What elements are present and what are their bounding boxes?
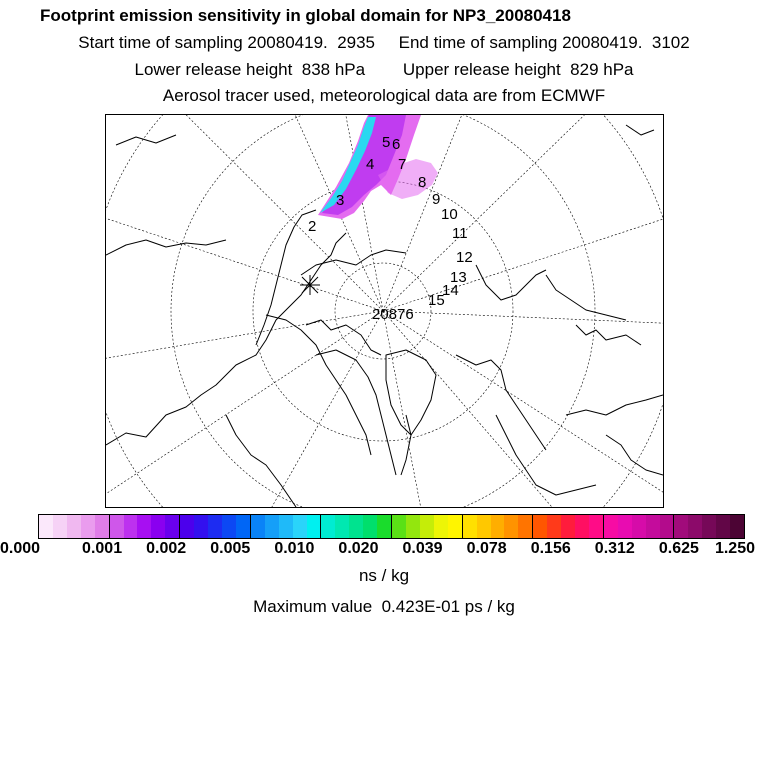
colorbar-tick-label: 0.001 [82,540,123,557]
traj-label-7: 7 [398,156,407,173]
colorbar-tick-label: 0.039 [402,540,443,557]
colorbar-tick-label: 1.250 [714,540,756,557]
colorbar-cell [251,515,265,538]
colorbar-cell [618,515,632,538]
colorbar-tick-label: 0.020 [338,540,379,557]
colorbar-cell [674,515,688,538]
colorbar-cell [151,515,165,538]
colorbar-tick-label: 0.625 [658,540,699,557]
colorbar-cell [702,515,716,538]
coast-baffin [401,415,411,475]
coast-top-1 [116,135,176,145]
colorbar-cell [406,515,420,538]
colorbar-cell [363,515,377,538]
colorbar-cell [137,515,151,538]
tracer-info: Aerosol tracer used, meteorological data are from ECMWF [162,86,606,105]
colorbar-cell [604,515,618,538]
maximum-value: Maximum value 0.423E-01 ps / kg [253,597,515,616]
colorbar-cell [180,515,194,538]
colorbar-tick-label: 0.078 [466,540,507,557]
traj-label-8: 8 [418,174,427,191]
colorbar-cell [561,515,575,538]
colorbar-cell [420,515,434,538]
colorbar-cell [448,515,463,538]
colorbar-cell [335,515,349,538]
traj-label-4: 4 [366,156,375,173]
sampling-times: Start time of sampling 20080419. 2935 End time of sampling 20080419. 3102 [78,33,690,52]
coast-canada-1 [266,315,371,455]
release-heights: Lower release height 838 hPa Upper release height 829 hPa [134,60,634,79]
colorbar-tick-label: 0.312 [594,540,635,557]
traj-label-20876: 20876 [372,306,414,323]
traj-label-10: 10 [441,206,458,223]
colorbar-cell [53,515,67,538]
colorbar-cell [236,515,251,538]
colorbar-cell [265,515,279,538]
colorbar-cell [477,515,491,538]
colorbar-cell [321,515,335,538]
traj-label-3: 3 [336,192,345,209]
colorbar-tick-label: 0.000 [0,540,41,557]
traj-label-5: 5 [382,134,391,151]
colorbar-cell [392,515,406,538]
coast-russia-north [476,265,546,300]
map-canvas [106,115,663,507]
traj-label-6: 6 [392,136,401,153]
colorbar-tick-label: 0.002 [146,540,187,557]
colorbar-cell [307,515,322,538]
colorbar-cell [279,515,293,538]
colorbar-cell [95,515,110,538]
coast-europe-3 [566,395,663,415]
colorbar-tick-label: 0.010 [274,540,315,557]
colorbar-cell [110,515,124,538]
traj-label-15: 15 [428,292,445,309]
colorbar-cell [434,515,448,538]
colorbar-units: ns / kg [358,566,410,585]
colorbar-cell [194,515,208,538]
colorbar-cell [39,515,53,538]
colorbar-cell [222,515,236,538]
traj-label-9: 9 [432,191,441,208]
coast-alaska [226,415,296,507]
colorbar-cell [632,515,646,538]
colorbar [38,514,745,539]
coast-east-1 [576,325,641,345]
map-title: Footprint emission sensitivity in global domain for NP3_20080418 [40,6,571,25]
colorbar-cell [377,515,392,538]
coast-top-2 [626,125,654,135]
traj-label-2: 2 [308,218,317,235]
colorbar-cell [660,515,675,538]
colorbar-cell [67,515,81,538]
colorbar-cell [504,515,518,538]
coast-europe-1 [456,355,546,450]
colorbar-cell [646,515,660,538]
colorbar-cell [81,515,95,538]
colorbar-ticks [0,540,768,560]
colorbar-tick-label: 0.005 [210,540,251,557]
colorbar-cell [730,515,744,538]
traj-label-13: 13 [450,269,467,286]
colorbar-cell [208,515,222,538]
colorbar-cell [349,515,363,538]
colorbar-cell [589,515,604,538]
colorbar-cell [293,515,307,538]
traj-label-14: 14 [442,282,459,299]
colorbar-cell [575,515,589,538]
colorbar-cell [547,515,561,538]
colorbar-cell [518,515,533,538]
coast-europe-2 [496,415,596,495]
traj-label-12: 12 [456,249,473,266]
greenland [386,350,436,435]
colorbar-tick-label: 0.156 [530,540,571,557]
colorbar-cell [165,515,180,538]
coast-east-2 [606,435,663,475]
coast-scandinavia [546,275,626,320]
colorbar-cell [463,515,477,538]
colorbar-cell [124,515,138,538]
colorbar-cell [688,515,702,538]
polar-map [105,114,664,508]
colorbar-cell [716,515,730,538]
release-point-marker [300,275,320,295]
coast-arctic-2 [306,320,381,355]
colorbar-cell [491,515,505,538]
colorbar-cell [533,515,547,538]
traj-label-11: 11 [452,225,468,242]
